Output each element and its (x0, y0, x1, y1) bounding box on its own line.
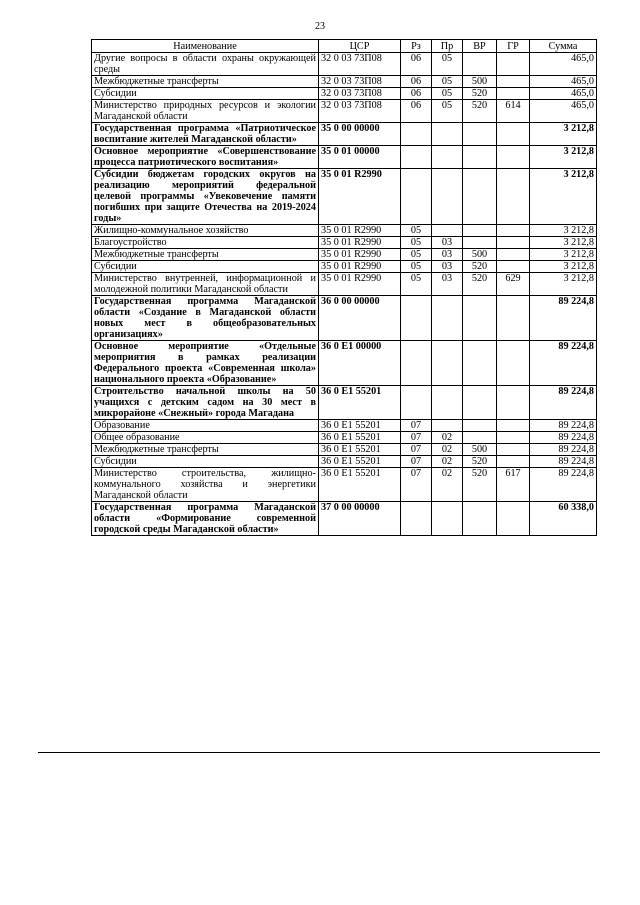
cell-rz (401, 123, 432, 146)
cell-vr (463, 237, 497, 249)
cell-name: Образование (92, 420, 319, 432)
table-header-row (92, 40, 597, 53)
table-row (92, 468, 597, 502)
table-row (92, 100, 597, 123)
cell-name: Другие вопросы в области охраны окружающей среды (92, 53, 319, 76)
cell-name: Основное мероприятие «Отдельные мероприятия в рамках реализации Федерального проекта «Современная школа» национального проекта «Образование» (92, 341, 319, 386)
cell-vr (463, 432, 497, 444)
cell-pr: 05 (432, 88, 463, 100)
cell-pr (432, 502, 463, 536)
table-row (92, 261, 597, 273)
cell-sum: 89 224,8 (530, 420, 597, 432)
cell-vr (463, 420, 497, 432)
cell-csr: 36 0 E1 55201 (319, 386, 401, 420)
cell-rz: 07 (401, 444, 432, 456)
cell-vr (463, 341, 497, 386)
cell-pr: 03 (432, 261, 463, 273)
cell-csr: 35 0 01 00000 (319, 146, 401, 169)
cell-pr (432, 123, 463, 146)
cell-sum: 3 212,8 (530, 146, 597, 169)
cell-rz: 05 (401, 261, 432, 273)
cell-csr: 32 0 03 73П08 (319, 76, 401, 88)
cell-pr: 05 (432, 76, 463, 88)
cell-vr: 520 (463, 100, 497, 123)
cell-rz (401, 502, 432, 536)
cell-gr (497, 432, 530, 444)
table-row (92, 169, 597, 225)
cell-csr: 36 0 E1 55201 (319, 468, 401, 502)
cell-csr: 35 0 01 R2990 (319, 169, 401, 225)
cell-gr (497, 249, 530, 261)
cell-csr: 36 0 E1 55201 (319, 444, 401, 456)
cell-pr: 05 (432, 53, 463, 76)
cell-sum: 465,0 (530, 76, 597, 88)
cell-pr (432, 296, 463, 341)
cell-rz: 07 (401, 432, 432, 444)
cell-csr: 36 0 E1 55201 (319, 420, 401, 432)
cell-pr (432, 341, 463, 386)
cell-csr: 35 0 01 R2990 (319, 237, 401, 249)
cell-gr (497, 296, 530, 341)
cell-vr: 520 (463, 468, 497, 502)
cell-gr (497, 261, 530, 273)
header-pr: Пр (432, 40, 463, 53)
cell-csr: 35 0 01 R2990 (319, 273, 401, 296)
table-body (92, 53, 597, 536)
table-row (92, 146, 597, 169)
cell-name: Министерство строительства, жилищно-коммунального хозяйства и энергетики Магаданской области (92, 468, 319, 502)
cell-gr (497, 386, 530, 420)
cell-gr (497, 88, 530, 100)
cell-sum: 3 212,8 (530, 237, 597, 249)
cell-rz: 07 (401, 468, 432, 502)
cell-name: Межбюджетные трансферты (92, 249, 319, 261)
cell-gr (497, 123, 530, 146)
cell-rz (401, 146, 432, 169)
table-row (92, 237, 597, 249)
cell-rz (401, 169, 432, 225)
cell-sum: 3 212,8 (530, 123, 597, 146)
cell-rz: 06 (401, 100, 432, 123)
cell-pr (432, 146, 463, 169)
cell-csr: 36 0 E1 55201 (319, 432, 401, 444)
table-row (92, 456, 597, 468)
cell-vr (463, 146, 497, 169)
header-vr: ВР (463, 40, 497, 53)
cell-pr: 02 (432, 468, 463, 502)
table-row (92, 444, 597, 456)
cell-sum: 3 212,8 (530, 169, 597, 225)
cell-sum: 3 212,8 (530, 261, 597, 273)
table-row (92, 76, 597, 88)
cell-sum: 60 338,0 (530, 502, 597, 536)
cell-vr: 520 (463, 261, 497, 273)
table-row (92, 420, 597, 432)
cell-sum: 89 224,8 (530, 296, 597, 341)
cell-pr: 02 (432, 444, 463, 456)
cell-rz: 05 (401, 273, 432, 296)
cell-sum: 89 224,8 (530, 432, 597, 444)
cell-vr: 500 (463, 76, 497, 88)
cell-rz: 07 (401, 420, 432, 432)
cell-pr: 03 (432, 273, 463, 296)
cell-rz: 06 (401, 88, 432, 100)
header-sum: Сумма (530, 40, 597, 53)
cell-rz: 06 (401, 76, 432, 88)
cell-gr (497, 146, 530, 169)
table-row (92, 502, 597, 536)
cell-csr: 35 0 00 00000 (319, 123, 401, 146)
cell-sum: 89 224,8 (530, 468, 597, 502)
cell-csr: 32 0 03 73П08 (319, 53, 401, 76)
cell-vr (463, 225, 497, 237)
cell-sum: 89 224,8 (530, 341, 597, 386)
cell-sum: 3 212,8 (530, 225, 597, 237)
cell-pr (432, 169, 463, 225)
cell-sum: 465,0 (530, 53, 597, 76)
cell-rz: 05 (401, 249, 432, 261)
cell-rz: 05 (401, 237, 432, 249)
cell-pr: 02 (432, 432, 463, 444)
table-row (92, 296, 597, 341)
cell-csr: 36 0 00 00000 (319, 296, 401, 341)
cell-name: Основное мероприятие «Совершенствование процесса патриотического воспитания» (92, 146, 319, 169)
table-row (92, 225, 597, 237)
page-number: 23 (315, 21, 325, 32)
table-row (92, 249, 597, 261)
cell-csr: 36 0 E1 55201 (319, 456, 401, 468)
table-row (92, 341, 597, 386)
cell-vr: 520 (463, 88, 497, 100)
header-rz: Рз (401, 40, 432, 53)
cell-rz (401, 386, 432, 420)
cell-vr: 500 (463, 249, 497, 261)
table-row (92, 273, 597, 296)
cell-name: Строительство начальной школы на 50 учащихся с детским садом на 30 мест в микрорайоне «Снежный» города Магадана (92, 386, 319, 420)
cell-gr (497, 444, 530, 456)
table-row (92, 123, 597, 146)
cell-name: Министерство внутренней, информационной и молодежной политики Магаданской области (92, 273, 319, 296)
cell-vr (463, 53, 497, 76)
cell-vr (463, 123, 497, 146)
cell-gr: 629 (497, 273, 530, 296)
cell-name: Государственная программа «Патриотическое воспитание жителей Магаданской области» (92, 123, 319, 146)
table-row (92, 386, 597, 420)
cell-gr (497, 502, 530, 536)
cell-csr: 35 0 01 R2990 (319, 225, 401, 237)
cell-gr (497, 225, 530, 237)
cell-rz: 05 (401, 225, 432, 237)
cell-vr: 520 (463, 456, 497, 468)
table-row (92, 432, 597, 444)
cell-name: Межбюджетные трансферты (92, 444, 319, 456)
cell-pr (432, 225, 463, 237)
cell-name: Благоустройство (92, 237, 319, 249)
header-name: Наименование (92, 40, 319, 53)
header-csr: ЦСР (319, 40, 401, 53)
cell-sum: 89 224,8 (530, 386, 597, 420)
cell-rz: 07 (401, 456, 432, 468)
cell-csr: 32 0 03 73П08 (319, 100, 401, 123)
cell-csr: 37 0 00 00000 (319, 502, 401, 536)
cell-sum: 89 224,8 (530, 444, 597, 456)
cell-vr (463, 386, 497, 420)
cell-gr: 614 (497, 100, 530, 123)
cell-name: Субсидии (92, 456, 319, 468)
cell-sum: 465,0 (530, 88, 597, 100)
cell-gr (497, 169, 530, 225)
cell-name: Общее образование (92, 432, 319, 444)
cell-rz (401, 341, 432, 386)
cell-pr: 03 (432, 249, 463, 261)
cell-name: Субсидии (92, 88, 319, 100)
cell-rz: 06 (401, 53, 432, 76)
cell-gr (497, 420, 530, 432)
cell-gr (497, 456, 530, 468)
cell-sum: 465,0 (530, 100, 597, 123)
cell-csr: 35 0 01 R2990 (319, 261, 401, 273)
cell-gr (497, 341, 530, 386)
cell-vr: 500 (463, 444, 497, 456)
cell-csr: 36 0 E1 00000 (319, 341, 401, 386)
cell-sum: 3 212,8 (530, 249, 597, 261)
cell-name: Государственная программа Магаданской области «Создание в Магаданской области новых мест в общеобразовательных организациях» (92, 296, 319, 341)
cell-name: Государственная программа Магаданской области «Формирование современной городской среды Магаданской области» (92, 502, 319, 536)
cell-pr: 03 (432, 237, 463, 249)
cell-pr: 05 (432, 100, 463, 123)
cell-gr (497, 53, 530, 76)
budget-table (91, 39, 597, 536)
cell-vr (463, 502, 497, 536)
cell-vr: 520 (463, 273, 497, 296)
cell-gr (497, 237, 530, 249)
cell-csr: 35 0 01 R2990 (319, 249, 401, 261)
cell-name: Субсидии (92, 261, 319, 273)
cell-name: Жилищно-коммунальное хозяйство (92, 225, 319, 237)
table-row (92, 88, 597, 100)
cell-pr (432, 420, 463, 432)
cell-sum: 3 212,8 (530, 273, 597, 296)
table-row (92, 53, 597, 76)
cell-gr: 617 (497, 468, 530, 502)
cell-pr: 02 (432, 456, 463, 468)
cell-name: Межбюджетные трансферты (92, 76, 319, 88)
cell-gr (497, 76, 530, 88)
cell-name: Субсидии бюджетам городских округов на реализацию мероприятий федеральной целевой программы «Увековечение памяти погибших при защите Отечества на 2019-2024 годы» (92, 169, 319, 225)
cell-name: Министерство природных ресурсов и экологии Магаданской области (92, 100, 319, 123)
cell-csr: 32 0 03 73П08 (319, 88, 401, 100)
header-gr: ГР (497, 40, 530, 53)
cell-vr (463, 296, 497, 341)
cell-vr (463, 169, 497, 225)
cell-rz (401, 296, 432, 341)
cell-sum: 89 224,8 (530, 456, 597, 468)
cell-pr (432, 386, 463, 420)
footer-divider (38, 752, 600, 753)
